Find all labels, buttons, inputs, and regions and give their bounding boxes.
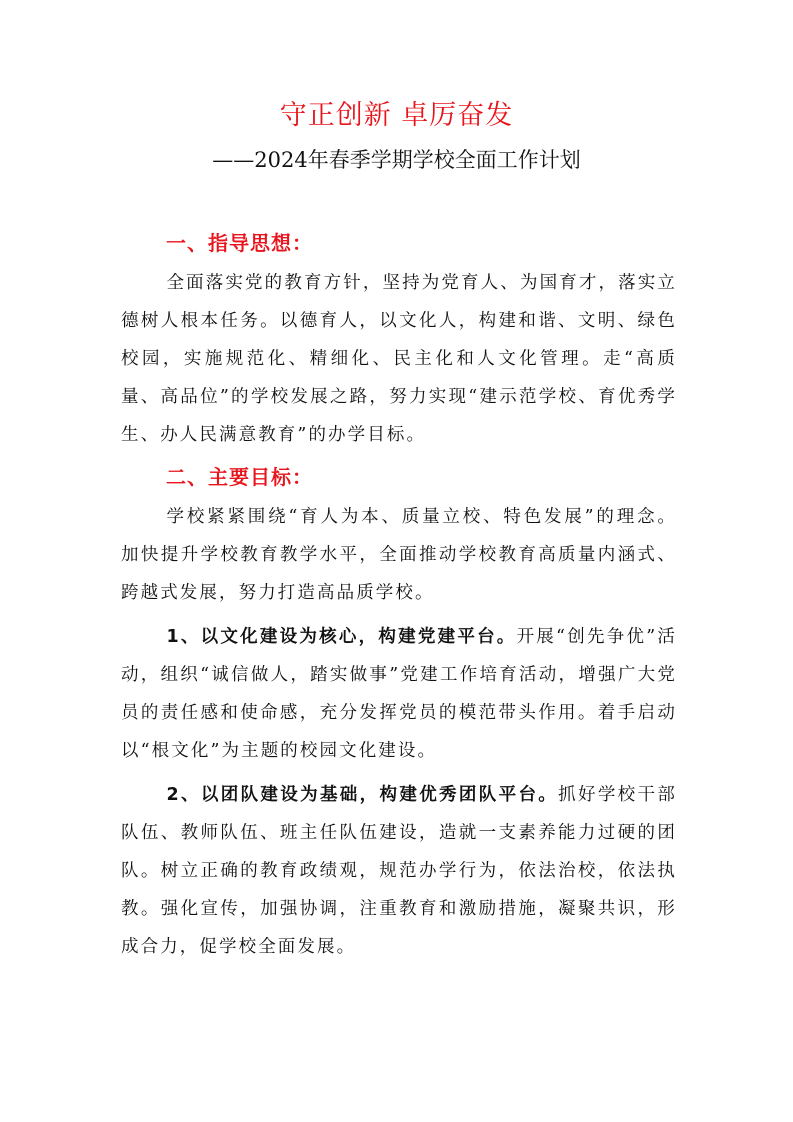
goal-item-lead: 1、以文化建设为核心，构建党建平台。 (166, 627, 517, 647)
section-heading: 一、指导思想： (166, 231, 313, 255)
section-guiding-ideology (121, 222, 677, 454)
document-title: 守正创新 卓厉奋发 (279, 100, 514, 131)
goal-item-team-building (121, 776, 677, 966)
document-subtitle: ——2024年春季学期学校全面工作计划 (212, 148, 581, 172)
section-paragraph: 学校紧紧围绕“育人为本、质量立校、特色发展”的理念。加快提升学校教育教学水平，全面推动学校教育高质量内涵式、跨越式发展，努力打造高品质学校。 (121, 507, 677, 603)
section-paragraph: 全面落实党的教育方针，坚持为党育人、为国育才，落实立德树人根本任务。以德育人，以文化人，构建和谐、文明、绿色校园，实施规范化、精细化、民主化和人文化管理。走“高质量、高品位”的学校发展之路，努力实现“建示范学校、育优秀学生、办人民满意教育”的办学目标。 (121, 273, 677, 445)
document-body (121, 222, 677, 966)
goal-item-text: 抓好学校干部队伍、教师队伍、班主任队伍建设，造就一支素养能力过硬的团队。树立正确的教育政绩观，规范办学行为，依法治校，依法执教。强化宣传，加强协调，注重教育和激励措施，凝聚共识，形成合力，促学校全面发展。 (121, 785, 677, 957)
goal-item-party-building (121, 618, 677, 770)
section-main-goals (121, 456, 677, 612)
goal-item-text: 开展“创先争优”活动，组织“诚信做人，踏实做事”党建工作培育活动，增强广大党员的责任感和使命感，充分发挥党员的模范带头作用。着手启动以“根文化”为主题的校园文化建设。 (121, 627, 677, 761)
section-heading: 二、主要目标： (166, 465, 313, 489)
goal-item-lead: 2、以团队建设为基础，构建优秀团队平台。 (166, 785, 559, 805)
